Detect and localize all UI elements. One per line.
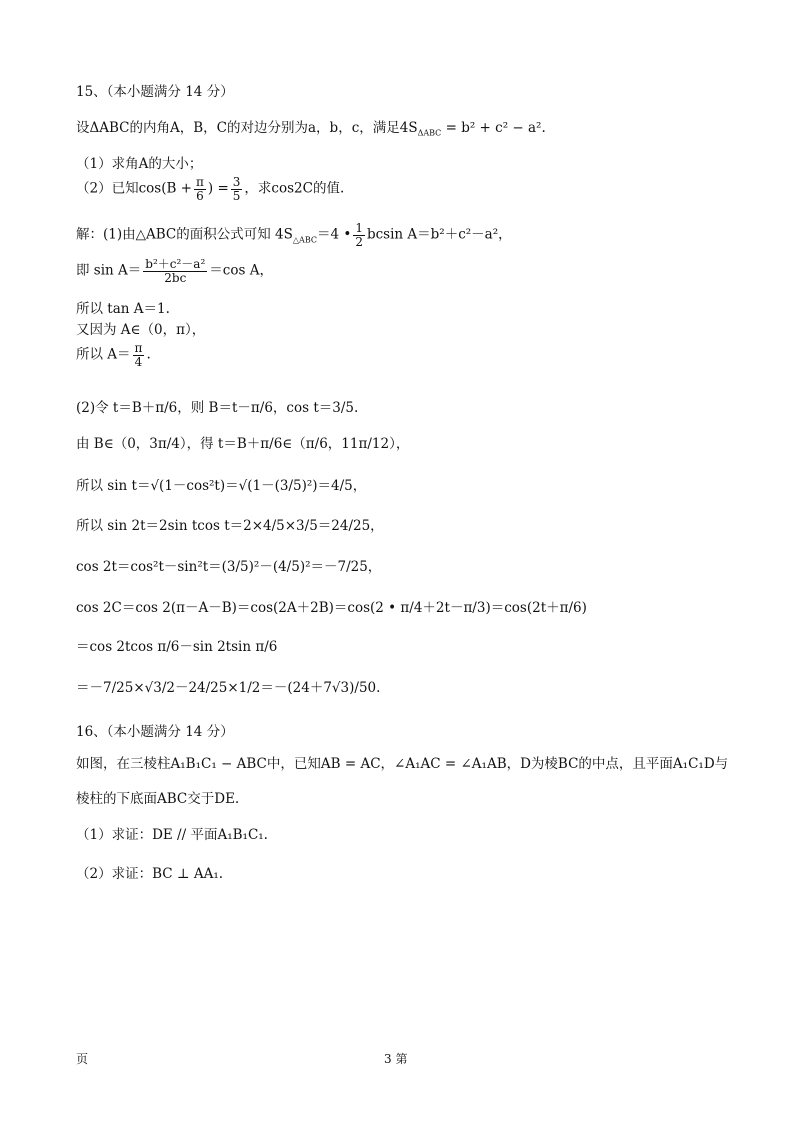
q16-part2: （2）求证：BC ⊥ AA₁. [76, 866, 224, 882]
footer-left: 页 [76, 1052, 89, 1066]
q15-part2-solution-line-4: 所以 sin 2t＝2sin tcos t＝2×4/5×3/5＝24/25， [76, 518, 384, 534]
q15-part2-solution-line-8: ＝－7/25×√3/2－24/25×1/2＝－(24＋7√3)/50. [76, 680, 381, 696]
q15-part2-solution-line-1: (2)令 t＝B＋π/6，则 B＝t－π/6，cos t＝3/5. [76, 400, 359, 416]
q15-solution-line-1: 解：(1)由△ABC的面积公式可知 $4S_{\triangle ABC}=4$ • $\frac{1}{2}$ bcsin A＝b²＋c²－a²， [76, 221, 512, 249]
q15-header: 15、（本小题满分 14 分） [76, 84, 234, 100]
footer-page-number: 3 第 [384, 1052, 408, 1066]
q15-part2-solution-line-7: ＝cos 2tcos π/6－sin 2tsin π/6 [76, 639, 278, 655]
q15-part2-solution-line-6: cos 2C＝cos 2(π－A－B)＝cos(2A＋2B)＝cos(2 • π/4＋2t－π/3)＝cos(2t＋π/6) [76, 600, 587, 616]
q15-solution-line-4: 又因为 A∈（0，π）， [76, 322, 206, 338]
q16-header: 16、（本小题满分 14 分） [76, 724, 234, 740]
q15-solution-line-2: 即 sin A＝ $\frac{\text{b²＋c²－a²}}{2bc}$ ＝cos A， [76, 257, 273, 285]
q15-solution-line-5: 所以 A＝ $\frac{\pi}{4}$ . [76, 341, 151, 369]
q16-stem-line-2: 棱柱的下底面ABC交于DE. [76, 791, 240, 807]
q16-part1: （1）求证：DE // 平面A₁B₁C₁. [76, 827, 268, 843]
q15-part1: （1）求角A的大小； [76, 156, 203, 172]
q15-part2-solution-line-5: cos 2t＝cos²t－sin²t＝(3/5)²－(4/5)²＝－7/25， [76, 559, 382, 575]
q16-stem-line-1: 如图，在三棱柱A₁B₁C₁ − ABC中，已知AB = AC，∠A₁AC = ∠A₁AB，D为棱BC的中点，且平面A₁C₁D与 [76, 756, 729, 772]
q15-part2-solution-line-2: 由 B∈（0，3π/4），得 t＝B＋π/6∈（π/6，11π/12）， [76, 436, 410, 452]
q15-part2: （2）已知cos(B + $\frac{\pi}{6}$ ) = $\frac{3}{5}$ ，求cos2C的值. [76, 175, 345, 203]
q15-solution-line-3: 所以 tan A＝1. [76, 301, 170, 317]
q15-stem: 设ΔABC的内角A，B，C的对边分别为a，b，c，满足$4S_{\Delta ABC} = b^2 + c^2 - a^2$. [76, 120, 546, 138]
q15-part2-solution-line-3: 所以 sin t＝√(1－cos²t)＝√(1－(3/5)²)＝4/5， [76, 478, 367, 494]
